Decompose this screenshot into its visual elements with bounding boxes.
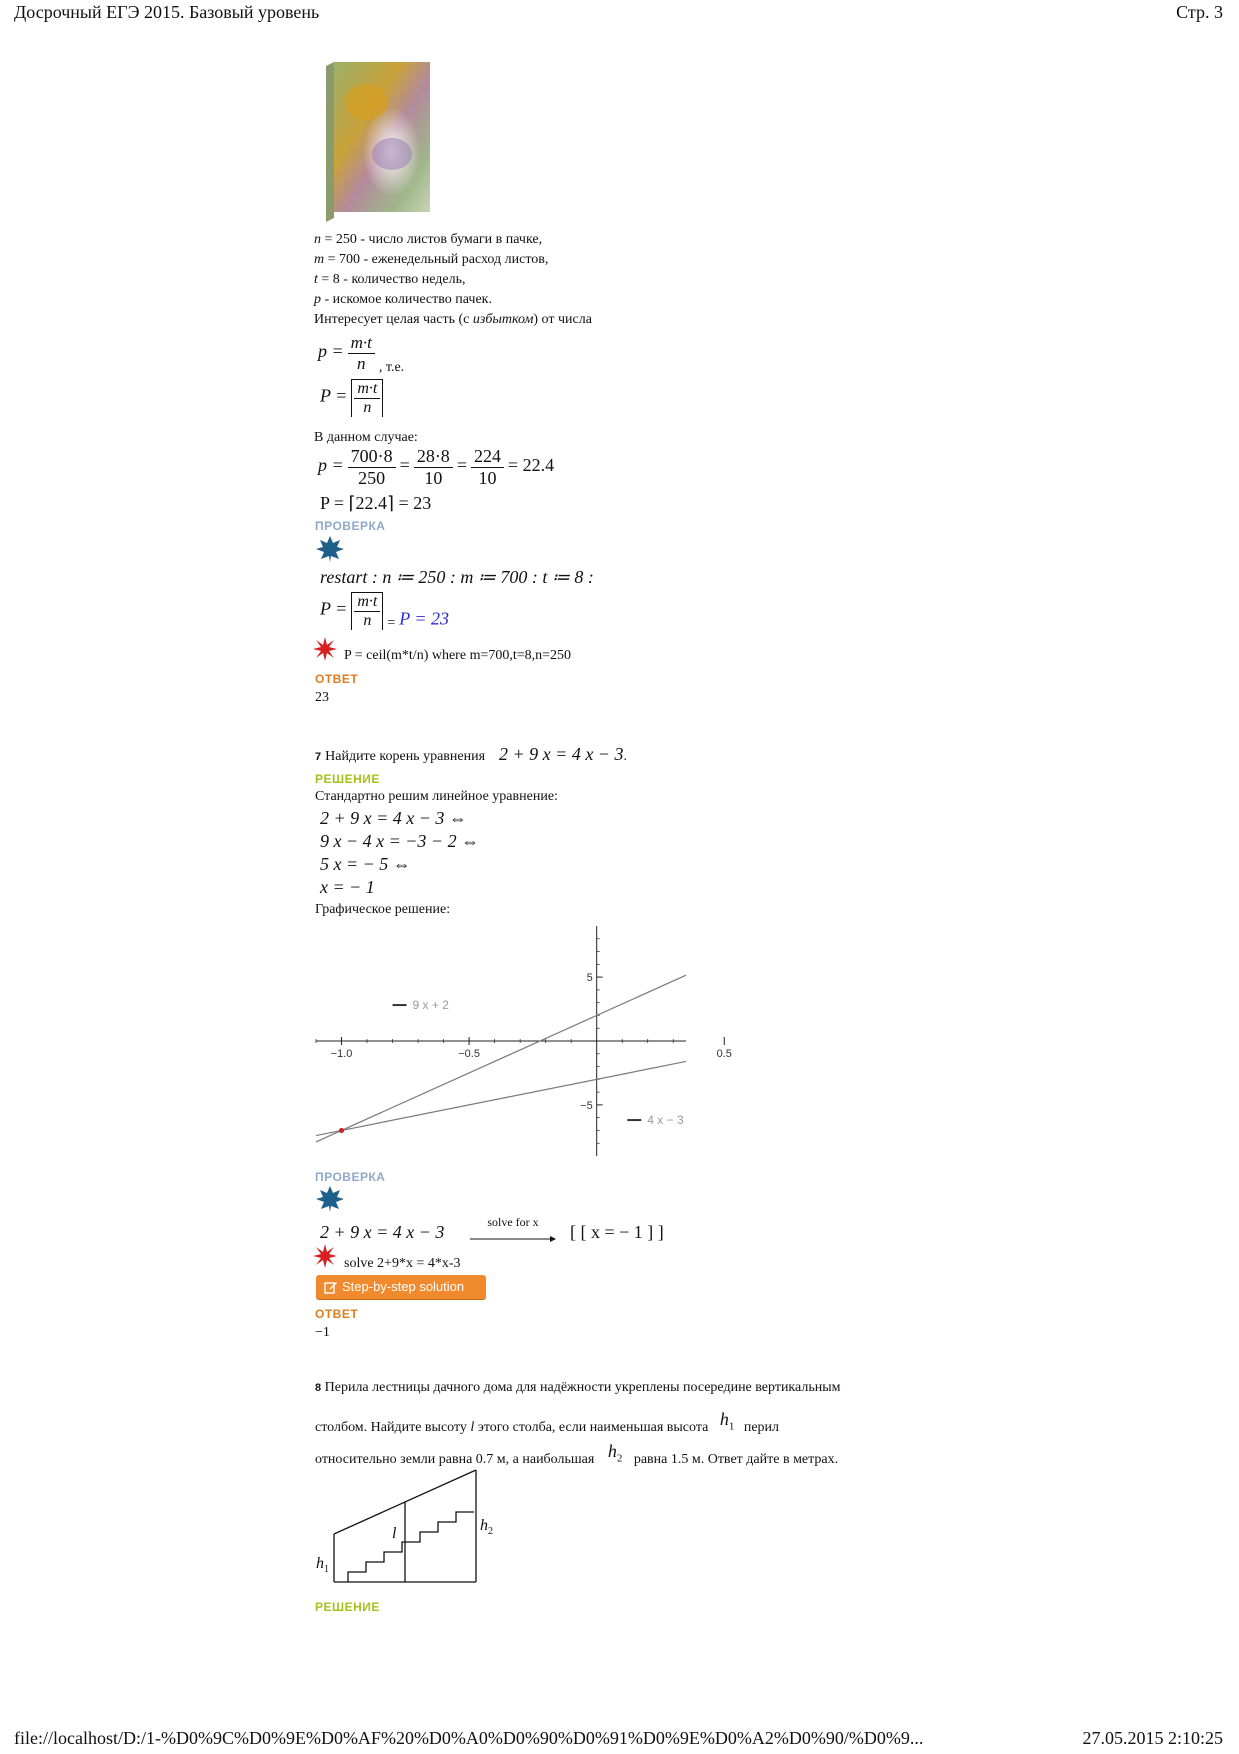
legend-label: 4 x − 3 (647, 1113, 684, 1128)
maple-leaf-icon (315, 535, 345, 568)
linear-functions-chart (312, 922, 732, 1162)
problem-8-line-3: относительно земли равна 0.7 м, а наибольшая $h_2$ равна 1.5 м. Ответ дайте в метрах. (315, 1441, 839, 1467)
solution-intro: Стандартно решим линейное уравнение: (315, 789, 558, 804)
check-label: ПРОВЕРКА (315, 1170, 386, 1184)
figure-h1-label: $h_1$ (316, 1555, 329, 1575)
formula-p: p = $\frac{m\cdot t}{n}$ , т.е. (318, 333, 405, 376)
solution-step: 9 x − 4 x = −3 − 2 ⇔ (320, 831, 480, 851)
answer-label: ОТВЕТ (315, 672, 359, 686)
y-tick-label: −5 (580, 1099, 593, 1112)
variable-line-n: n = 250 - число листов бумаги в пачке, (314, 232, 543, 247)
wolfram-star-icon (313, 1244, 337, 1273)
calculation: p = $\frac{700\cdot 8}{250}$ = $\frac{28\cdot 8}{10}$ = $\frac{224}{10}$ = 22.4 (318, 446, 555, 488)
problem-7-statement: 7 Найдите корень уравнения 2 + 9 x = 4 x − 3. (315, 744, 627, 764)
x-tick-label: −0.5 (458, 1048, 480, 1060)
footer-url: file://localhost/D:/1-%D0%9C%D0%9E%D0%AF%20%D0%A0%D0%90%D0%91%D0%9E%D0%A2%D0%90/%D0%9... (14, 1728, 924, 1748)
solution-step: x = − 1 (320, 877, 375, 897)
maple-command: restart : n ≔ 250 : m ≔ 700 : t ≔ 8 : (320, 567, 594, 587)
page-header-title: Досрочный ЕГЭ 2015. Базовый уровень (14, 2, 320, 22)
staircase-figure (314, 1466, 504, 1591)
variable-line-t: t = 8 - количество недель, (314, 272, 466, 287)
step-by-step-label: Step-by-step solution (342, 1279, 465, 1294)
solution-label: РЕШЕНИЕ (315, 1600, 380, 1614)
legend-label: 9 x + 2 (412, 998, 449, 1013)
series-line-1 (316, 975, 686, 1142)
solution-step: 2 + 9 x = 4 x − 3 ⇔ (320, 808, 467, 828)
step-by-step-button[interactable] (316, 1275, 486, 1299)
solution-label: РЕШЕНИЕ (315, 772, 380, 786)
intersection-point (339, 1128, 344, 1133)
solution-step: 5 x = − 5 ⇔ (320, 854, 411, 874)
problem-8-line-1: 8 Перила лестницы дачного дома для надёжности укреплены посередине вертикальным (315, 1380, 841, 1395)
book-cover-image (322, 62, 434, 222)
maple-equation: 2 + 9 x = 4 x − 3 (320, 1222, 445, 1242)
check-label: ПРОВЕРКА (315, 519, 386, 533)
graph-title: Графическое решение: (315, 902, 451, 917)
answer-value: −1 (315, 1325, 330, 1340)
answer-value: 23 (315, 690, 329, 705)
footer-timestamp: 27.05.2015 2:10:25 (1082, 1728, 1223, 1748)
page-number: Стр. 3 (1176, 2, 1223, 22)
answer-label: ОТВЕТ (315, 1307, 359, 1321)
variable-line-m: m = 700 - еженедельный расход листов, (314, 252, 549, 267)
y-tick-label: 5 (586, 972, 593, 985)
formula-ceil: P = $\frac{m\cdot t}{n}$ (320, 379, 383, 417)
x-tick-label: 0.5 (716, 1048, 732, 1060)
x-tick-label: −1.0 (330, 1048, 353, 1060)
ceil-result: P = ⌈22.4⌉ = 23 (320, 493, 432, 513)
figure-h2-label: $h_2$ (480, 1517, 493, 1537)
wolfram-star-icon (313, 637, 337, 666)
pencil-icon (324, 1280, 338, 1294)
maple-solve-result: [ [ x = − 1 ] ] (570, 1222, 664, 1242)
maple-leaf-icon (315, 1185, 345, 1218)
problem-8-line-2: столбом. Найдите высоту l этого столба, если наименьшая высота $h_1$ перил (315, 1409, 780, 1435)
solve-arrow: solve for x (470, 1214, 556, 1248)
wolfram-query: P = ceil(m*t/n) where m=700,t=8,n=250 (344, 648, 572, 663)
maple-output: P = $\frac{m\cdot t}{n}$ = P = 23 (320, 593, 450, 631)
case-text: В данном случае: (314, 430, 418, 445)
interest-text: Интересует целая часть (с избытком) от числа (314, 312, 592, 327)
series-line-2 (316, 1061, 686, 1135)
figure-l-label: l (392, 1525, 397, 1542)
variable-line-p: p - искомое количество пачек. (314, 292, 492, 307)
wolfram-query: solve 2+9*x = 4*x-3 (344, 1256, 461, 1271)
